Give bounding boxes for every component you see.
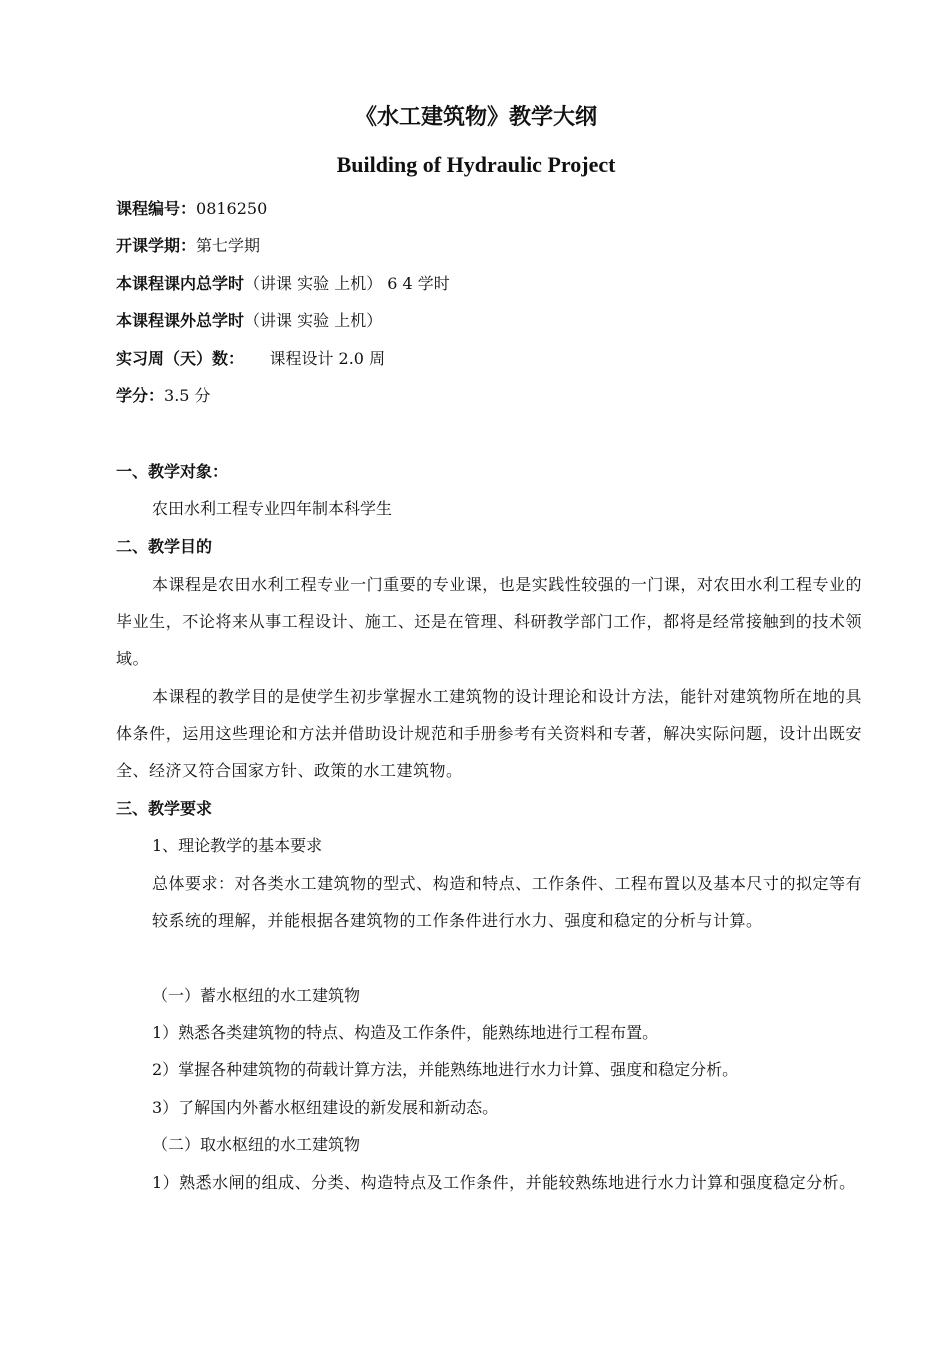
requirements-part-2-item: 1）熟悉水闸的组成、分类、构造特点及工作条件，并能较熟练地进行水力计算和强度稳定分析。: [152, 1173, 856, 1192]
meta-label: 学分：: [116, 386, 165, 405]
meta-label: 本课程课内总学时: [116, 274, 245, 293]
meta-semester: [116, 234, 260, 258]
meta-value: 0816250: [196, 199, 268, 218]
requirements-part-1-item: 1）熟悉各类建筑物的特点、构造及工作条件，能熟练地进行工程布置。: [152, 1023, 659, 1042]
meta-label: 本课程课外总学时: [116, 311, 245, 330]
meta-value: （讲课 实验 上机）: [244, 311, 383, 330]
meta-credits: [116, 384, 211, 408]
purpose-paragraph-1: 本课程是农田水利工程专业一门重要的专业课，也是实践性较强的一门课，对农田水利工程专业的毕业生，不论将来从事工程设计、施工、还是在管理、科研教学部门工作，都将是经常接触到的技术领域。: [116, 575, 862, 668]
purpose-paragraph-2: 本课程的教学目的是使学生初步掌握水工建筑物的设计理论和设计方法，能针对建筑物所在地的具体条件，运用这些理论和方法并借助设计规范和手册参考有关资料和专著，解决实际问题，设计出既安全、经济又符合国家方针、政策的水工建筑物。: [116, 687, 862, 780]
requirements-subheading-theory: 1、理论教学的基本要求: [152, 836, 323, 855]
requirements-part-2-heading: （二）取水枢纽的水工建筑物: [152, 1135, 361, 1154]
meta-label: 课程编号：: [116, 199, 197, 218]
requirements-part-1-item: 3）了解国内外蓄水枢纽建设的新发展和新动态。: [152, 1098, 499, 1117]
meta-out-class-hours: [116, 309, 382, 333]
meta-course-code: [116, 197, 267, 221]
meta-label: 实习周（天）数：: [116, 349, 245, 368]
audience-text: 农田水利工程专业四年制本科学生: [152, 499, 393, 518]
meta-value: 第七学期: [196, 236, 261, 255]
requirements-part-1-item: 2）掌握各种建筑物的荷载计算方法，并能熟练地进行水力计算、强度和稳定分析。: [152, 1060, 739, 1079]
meta-value: 3.5 分: [164, 386, 211, 405]
meta-value: 课程设计 2.0 周: [244, 349, 386, 368]
section-heading-purpose: 二、教学目的: [116, 537, 213, 556]
section-heading-audience: 一、教学对象：: [116, 462, 229, 481]
meta-practice-weeks: [116, 347, 385, 371]
section-heading-requirements: 三、教学要求: [116, 799, 213, 818]
document-title: 《水工建筑物》教学大纲: [354, 105, 597, 130]
meta-in-class-hours: [116, 272, 450, 296]
meta-label: 开课学期：: [116, 236, 197, 255]
requirements-general: 总体要求：对各类水工建筑物的型式、构造和特点、工作条件、工程布置以及基本尺寸的拟定等有较系统的理解，并能根据各建筑物的工作条件进行水力、强度和稳定的分析与计算。: [152, 874, 862, 930]
requirements-part-1-heading: （一）蓄水枢纽的水工建筑物: [152, 986, 361, 1005]
meta-value: （讲课 实验 上机） 6 4 学时: [244, 274, 450, 293]
document-subtitle-english: Building of Hydraulic Project: [336, 152, 616, 177]
